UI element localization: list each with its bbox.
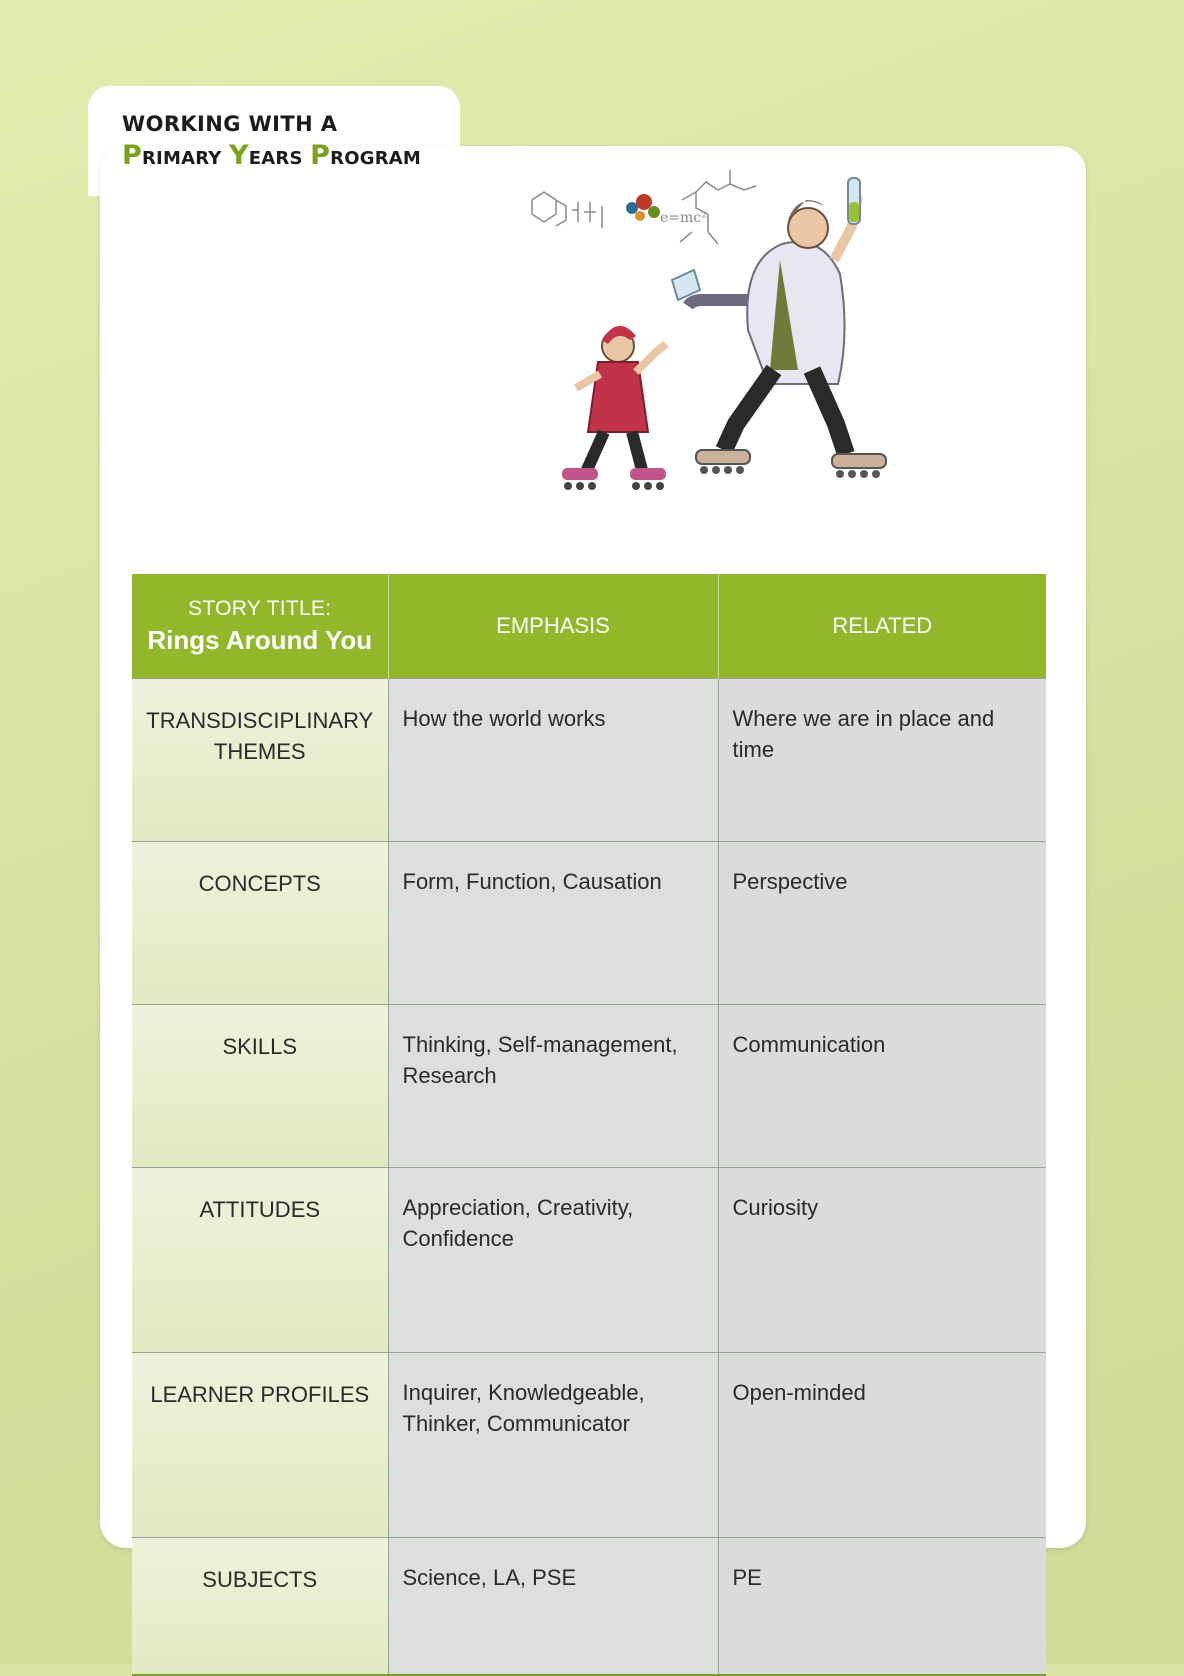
table-row bbox=[132, 1005, 1046, 1168]
page-heading bbox=[122, 112, 421, 171]
table-row bbox=[132, 1538, 1046, 1676]
heading-word-2-initial: Y bbox=[229, 140, 249, 171]
story-title-name: Rings Around You bbox=[147, 624, 373, 655]
emphasis-header: EMPHASIS bbox=[388, 574, 718, 679]
emphasis-cell: Form, Function, Causation bbox=[388, 842, 718, 1005]
row-label: SUBJECTS bbox=[132, 1538, 388, 1676]
row-label: LEARNER PROFILES bbox=[132, 1353, 388, 1538]
related-header: RELATED bbox=[718, 574, 1046, 679]
table-row bbox=[132, 679, 1046, 842]
story-title-label: STORY TITLE: bbox=[188, 596, 332, 620]
emphasis-cell: Science, LA, PSE bbox=[388, 1538, 718, 1676]
equation-text: e=mc² bbox=[660, 210, 707, 226]
emphasis-cell: How the world works bbox=[388, 679, 718, 842]
heading-word-1-rest: RIMARY bbox=[142, 148, 222, 169]
related-cell: Perspective bbox=[718, 842, 1046, 1005]
related-cell: Curiosity bbox=[718, 1168, 1046, 1353]
emphasis-cell: Inquirer, Knowledgeable, Thinker, Communicator bbox=[388, 1353, 718, 1538]
row-label: TRANSDISCIPLINARY THEMES bbox=[132, 679, 388, 842]
heading-line-1: WORKING WITH A bbox=[122, 112, 338, 136]
story-title-header bbox=[132, 574, 388, 679]
heading-word-3-rest: ROGRAM bbox=[330, 148, 422, 169]
heading-line-2 bbox=[122, 140, 421, 171]
row-label: CONCEPTS bbox=[132, 842, 388, 1005]
related-cell: Communication bbox=[718, 1005, 1046, 1168]
row-label: ATTITUDES bbox=[132, 1168, 388, 1353]
heading-word-2-rest: EARS bbox=[248, 148, 303, 169]
heading-word-3-initial: P bbox=[310, 140, 331, 171]
flask-molecule-icon bbox=[626, 194, 660, 221]
heading-word-1-initial: P bbox=[122, 140, 142, 171]
skater-girl-figure bbox=[562, 326, 666, 490]
table-row bbox=[132, 842, 1046, 1005]
emphasis-cell: Thinking, Self-management, Research bbox=[388, 1005, 718, 1168]
related-cell: Open-minded bbox=[718, 1353, 1046, 1538]
related-cell: Where we are in place and time bbox=[718, 679, 1046, 842]
curriculum-table bbox=[132, 574, 1046, 1676]
table-header-row bbox=[132, 574, 1046, 679]
ib-pyp-table bbox=[132, 574, 1046, 1592]
scientist-and-skater-illustration bbox=[512, 150, 952, 570]
row-label: SKILLS bbox=[132, 1005, 388, 1168]
emphasis-cell: Appreciation, Creativity, Confidence bbox=[388, 1168, 718, 1353]
table-row bbox=[132, 1353, 1046, 1538]
table-row bbox=[132, 1168, 1046, 1353]
related-cell: PE bbox=[718, 1538, 1046, 1676]
